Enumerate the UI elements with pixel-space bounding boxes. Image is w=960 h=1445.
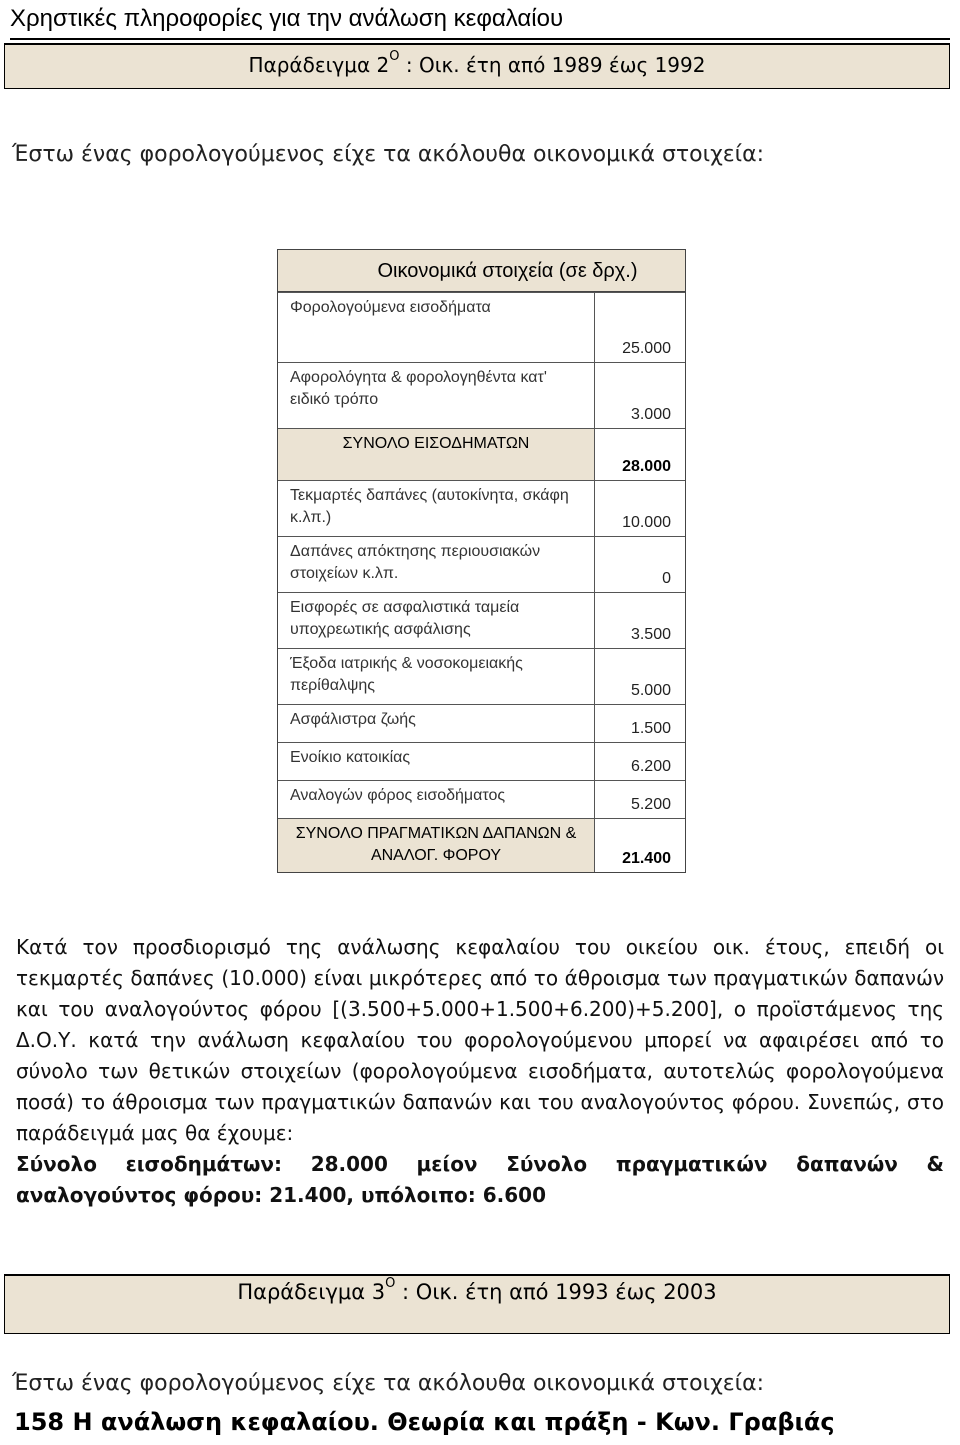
table-row [278, 480, 685, 536]
row-label: Ασφάλιστρα ζωής [278, 705, 595, 742]
row-value: 25.000 [622, 340, 671, 357]
table-row [278, 742, 685, 780]
row-label: Τεκμαρτές δαπάνες (αυτοκίνητα, σκάφη κ.λπ.) [278, 481, 595, 536]
table-row [278, 704, 685, 742]
row-value: 5.000 [630, 682, 671, 699]
row-value: 21.400 [622, 850, 671, 867]
example-3-intro: Έστω ένας φορολογούμενος είχε τα ακόλουθα οικονομικά στοιχεία: [12, 1371, 765, 1396]
example-2-suffix: : Οικ. έτη από 1989 έως 1992 [399, 53, 706, 77]
page-title: Χρηστικές πληροφορίες για την ανάλωση κεφαλαίου [10, 5, 564, 32]
conclusion-text: Σύνολο εισοδημάτων: 28.000 μείον Σύνολο πραγματικών δαπανών & αναλογούντος φόρου: 21.400, υπόλοιπο: 6.600 [16, 1152, 944, 1207]
financial-data-table [277, 249, 686, 873]
row-label: Έξοδα ιατρικής & νοσοκομειακής περίθαλψης [278, 649, 595, 704]
row-value: 3.500 [630, 626, 671, 643]
explanation-paragraph: Κατά τον προσδιορισμό της ανάλωσης κεφαλαίου του οικείου οικ. έτους, επειδή οι τεκμαρτές δαπάνες (10.000) είναι μικρότερες από το άθροισμα των πραγματικών δαπανών και του αναλογούντος φόρου [(3.500+5.000+1.500+6.200)+5.200], ο προϊστάμενος της Δ.Ο.Υ. κατά την ανάλωση κεφαλαίου του φορολογούμενου μπορεί να αφαιρέσει από το σύνολο των θετικών στοιχείων (φορολογούμενα εισοδήματα, αυτοτελώς φορολογούμενα ποσά) το άθροισμα των πραγματικών δαπανών και του αναλογούντος φόρου. Συνεπώς, στο παράδειγμά μας θα έχουμε: [16, 935, 944, 1145]
row-value: 1.500 [630, 720, 671, 737]
page-header [10, 4, 950, 40]
example-2-superscript: Ο [389, 49, 400, 65]
page-footer: 158 Η ανάλωση κεφαλαίου. Θεωρία και πράξη - Κων. Γραβιάς [14, 1408, 835, 1436]
row-value: 10.000 [622, 514, 671, 531]
row-label: Δαπάνες απόκτησης περιουσιακών στοιχείων κ.λπ. [278, 537, 595, 592]
example-3-superscript: Ο [385, 1276, 396, 1291]
row-value: 0 [662, 570, 671, 587]
table-row [278, 780, 685, 818]
row-label: Ενοίκιο κατοικίας [278, 743, 595, 780]
example-2-prefix: Παράδειγμα 2 [248, 53, 390, 77]
table-row [278, 648, 685, 704]
table-row [278, 362, 685, 428]
row-value: 5.200 [630, 796, 671, 813]
table-row-total-income [278, 428, 685, 480]
example-2-heading [4, 43, 950, 89]
row-label: Εισφορές σε ασφαλιστικά ταμεία υποχρεωτικής ασφάλισης [278, 593, 595, 648]
explanation-text [16, 932, 944, 1211]
table-row [278, 536, 685, 592]
row-value: 3.000 [630, 406, 671, 423]
row-label: ΣΥΝΟΛΟ ΕΙΣΟΔΗΜΑΤΩΝ [278, 429, 595, 480]
row-label: Αναλογών φόρος εισοδήματος [278, 781, 595, 818]
row-value: 6.200 [630, 758, 671, 775]
row-value: 28.000 [622, 458, 671, 475]
table-row [278, 292, 685, 362]
table-title: Οικονομικά στοιχεία (σε δρχ.) [278, 250, 685, 292]
table-row [278, 592, 685, 648]
example-3-prefix: Παράδειγμα 3 [237, 1280, 386, 1304]
row-label: Αφορολόγητα & φορολογηθέντα κατ' ειδικό τρόπο [278, 363, 595, 428]
example-3-heading [4, 1274, 950, 1334]
row-label: ΣΥΝΟΛΟ ΠΡΑΓΜΑΤΙΚΩΝ ΔΑΠΑΝΩΝ & ΑΝΑΛΟΓ. ΦΟΡΟΥ [278, 819, 595, 872]
example-3-suffix: : Οικ. έτη από 1993 έως 2003 [395, 1280, 717, 1304]
table-row-total-expenses [278, 818, 685, 872]
example-2-intro: Έστω ένας φορολογούμενος είχε τα ακόλουθα οικονομικά στοιχεία: [12, 142, 765, 167]
row-label: Φορολογούμενα εισοδήματα [278, 293, 595, 362]
